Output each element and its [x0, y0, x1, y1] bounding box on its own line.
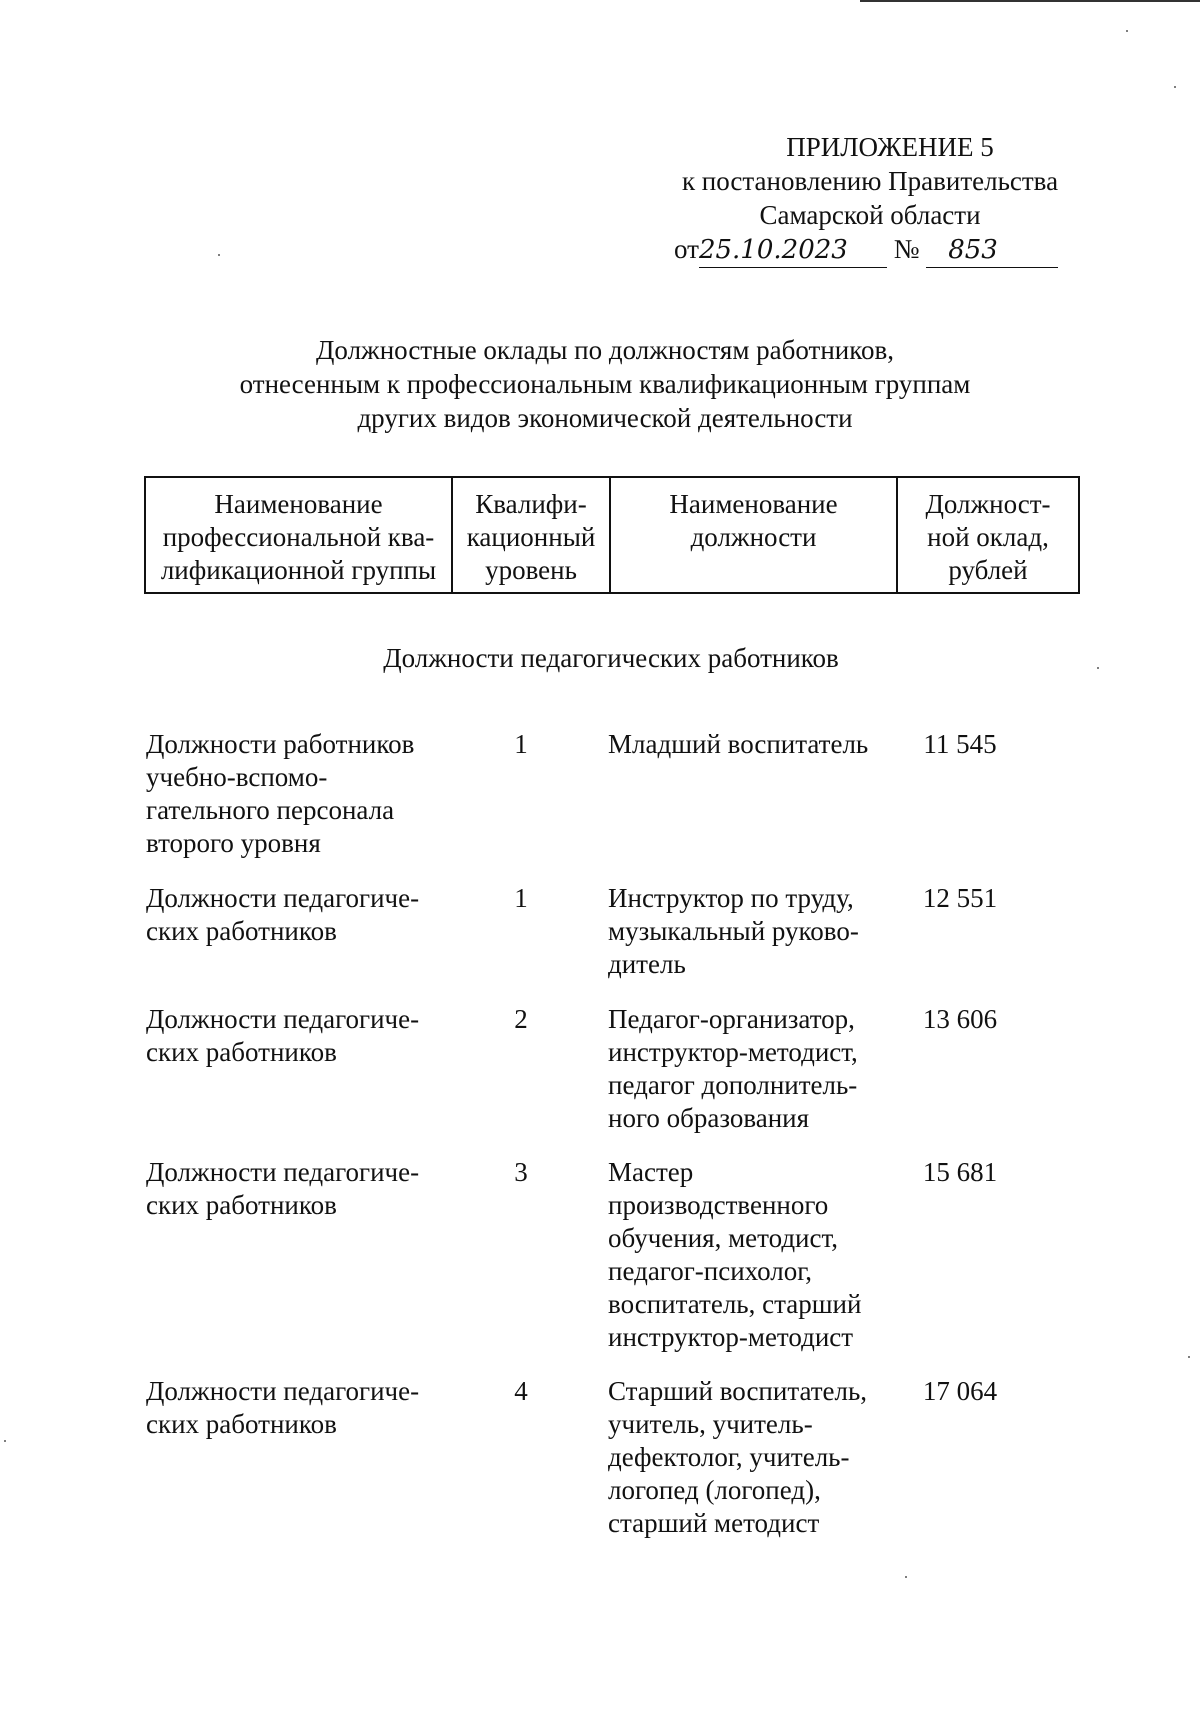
header-text: профессиональной ква- [162, 522, 435, 552]
cell-line: педагог-психолог, [608, 1256, 813, 1286]
scan-edge-line [860, 0, 1200, 2]
appendix-date-line [640, 232, 1100, 268]
date-prefix: от [674, 234, 699, 264]
header-text: Наименование [214, 489, 383, 519]
row-group-cell [146, 882, 446, 948]
cell-line: дитель [608, 949, 686, 979]
cell-line: ских работников [146, 1409, 337, 1439]
handwritten-date: 25.10.2023 [699, 233, 887, 268]
title-line: Должностные оклады по должностям работников, [316, 335, 894, 365]
cell-line: ских работников [146, 1037, 337, 1067]
cell-line: Должности педагогиче- [146, 1157, 420, 1187]
cell-line: учебно-вспомо- [146, 762, 328, 792]
scan-speck [1126, 30, 1128, 32]
header-cell-position [610, 477, 897, 593]
row-position-cell [608, 882, 886, 981]
cell-line: воспитатель, старший [608, 1289, 862, 1319]
header-cell-salary [897, 477, 1079, 593]
cell-line: логопед (логопед), [608, 1475, 821, 1505]
title-line: отнесенным к профессиональным квалификационным группам [239, 369, 971, 399]
table-row [146, 1003, 1086, 1156]
row-position-cell [608, 1375, 886, 1540]
cell-line: производственного [608, 1190, 829, 1220]
appendix-line: к постановлению Правительства [681, 166, 1059, 196]
row-salary-cell: 13 606 [922, 1004, 998, 1034]
row-level-cell: 2 [514, 1004, 528, 1034]
cell-line: Младший воспитатель [608, 729, 869, 759]
header-table [144, 476, 1080, 594]
scan-speck [1188, 1356, 1190, 1358]
cell-line: ских работников [146, 916, 337, 946]
row-salary-cell: 11 545 [923, 729, 997, 759]
table-row [146, 728, 1086, 882]
table-row [146, 1375, 1086, 1545]
cell-line: ских работников [146, 1190, 337, 1220]
header-cell-group [145, 477, 452, 593]
header-text: должности [690, 522, 817, 552]
row-group-cell [146, 1003, 446, 1069]
cell-line: учитель, учитель- [608, 1409, 813, 1439]
cell-line: старший методист [608, 1508, 820, 1538]
cell-line: Должности работников [146, 729, 415, 759]
row-salary-cell: 15 681 [922, 1157, 998, 1187]
table-row [146, 1156, 1086, 1375]
cell-line: инструктор-методист, [608, 1037, 858, 1067]
header-text: лификационной группы [160, 555, 437, 585]
scan-speck [1097, 667, 1099, 669]
cell-line: Инструктор по труду, [608, 883, 854, 913]
salary-rows [146, 728, 1086, 1545]
title-line: других видов экономической деятельности [357, 403, 853, 433]
row-position-cell [608, 1003, 886, 1135]
row-group-cell [146, 728, 446, 860]
cell-line: обучения, методист, [608, 1223, 839, 1253]
header-text: ной оклад, [927, 522, 1049, 552]
scan-speck [4, 1440, 6, 1442]
row-level-cell: 1 [514, 729, 528, 759]
header-text: уровень [485, 555, 577, 585]
row-position-cell [608, 1156, 886, 1354]
scan-speck [1174, 86, 1176, 88]
cell-line: инструктор-методист [608, 1322, 854, 1352]
row-level-cell: 3 [514, 1157, 528, 1187]
header-text: Должност- [925, 489, 1051, 519]
cell-line: дефектолог, учитель- [608, 1442, 850, 1472]
cell-line: Мастер [608, 1157, 694, 1187]
cell-line: Должности педагогиче- [146, 1004, 420, 1034]
row-level-cell: 1 [514, 883, 528, 913]
cell-line: Должности педагогиче- [146, 1376, 420, 1406]
scan-speck [905, 1576, 907, 1578]
appendix-block [640, 130, 1100, 268]
row-level-cell: 4 [514, 1376, 528, 1406]
header-text: Квалифи- [475, 489, 587, 519]
document-title [150, 333, 1060, 435]
cell-line: ного образования [608, 1103, 810, 1133]
cell-line: Старший воспитатель, [608, 1376, 868, 1406]
cell-line: второго уровня [146, 828, 321, 858]
scan-speck [218, 254, 220, 256]
cell-line: гательного персонала [146, 795, 395, 825]
cell-line: педагог дополнитель- [608, 1070, 858, 1100]
number-prefix: № [893, 234, 920, 264]
section-title: Должности педагогических работников [383, 643, 839, 673]
row-group-cell [146, 1375, 446, 1441]
handwritten-number: 853 [926, 233, 1058, 268]
header-text: Наименование [669, 489, 838, 519]
header-row [145, 477, 1079, 593]
cell-line: Педагог-организатор, [608, 1004, 855, 1034]
cell-line: музыкальный руково- [608, 916, 859, 946]
appendix-line: Самарской области [759, 200, 981, 230]
header-text: рублей [948, 555, 1028, 585]
header-text: кационный [466, 522, 596, 552]
appendix-title: ПРИЛОЖЕНИЕ 5 [786, 132, 994, 162]
header-cell-level [452, 477, 610, 593]
table-row [146, 882, 1086, 1003]
row-salary-cell: 17 064 [922, 1376, 998, 1406]
cell-line: Должности педагогиче- [146, 883, 420, 913]
row-salary-cell: 12 551 [922, 883, 998, 913]
row-position-cell [608, 728, 886, 761]
row-group-cell [146, 1156, 446, 1222]
